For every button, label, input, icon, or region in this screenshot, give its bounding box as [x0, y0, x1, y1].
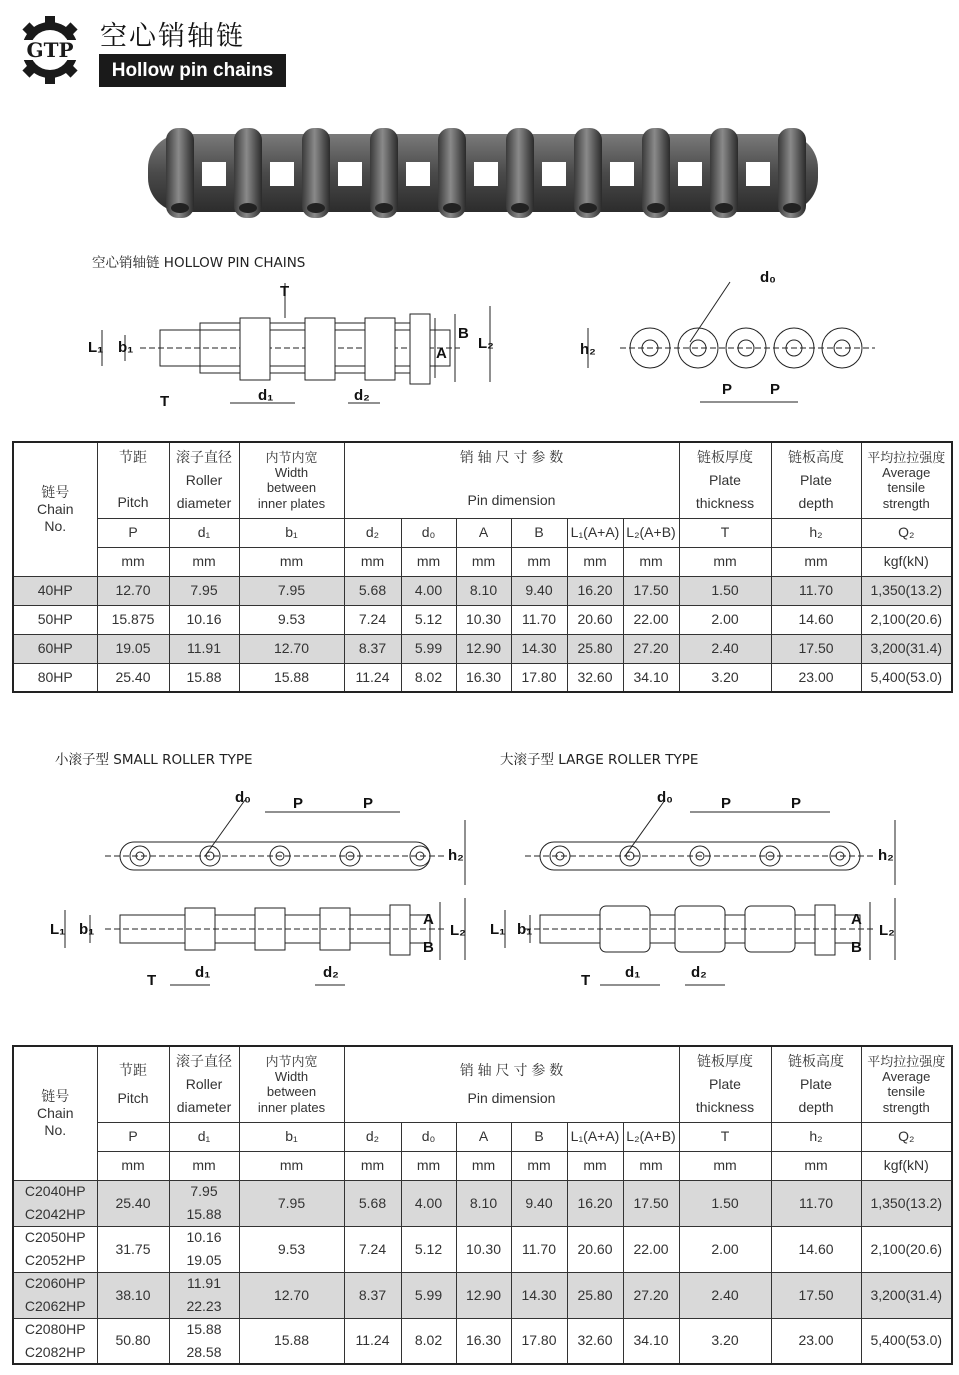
chain-gap [542, 162, 566, 186]
header-plate-thickness: 链板厚度 Plate thickness [679, 442, 771, 518]
value-cell: 23.00 [771, 1318, 861, 1364]
value-cell: 2.40 [679, 634, 771, 663]
unit-cell: mm [169, 547, 239, 576]
small-label-L1: L₁ [50, 921, 66, 938]
t2-header-pitch: 节距 Pitch [97, 1046, 169, 1122]
value-cell: 15.88 [239, 1318, 344, 1364]
value-cell: 5,400(53.0) [861, 1318, 952, 1364]
value-cell: 22.00 [623, 1226, 679, 1272]
header-chain-no: 链号 Chain No. [13, 442, 97, 576]
unit-cell: mm [679, 547, 771, 576]
spec-table-roller-types [12, 1045, 953, 1365]
header-width: 内节内宽 Width between inner plates [239, 442, 344, 518]
value-cell: 9.40 [511, 1180, 567, 1226]
chain-pin-hole [239, 203, 257, 213]
chain-gap [270, 162, 294, 186]
small-label-P2: P [363, 795, 374, 812]
value-cell: 3,200(31.4) [861, 1272, 952, 1318]
symbol-cell: L₁(A+A) [567, 518, 623, 547]
symbol-cell: L₂(A+B) [623, 518, 679, 547]
value-cell: 9.40 [511, 576, 567, 605]
chain-pin-hole [443, 203, 461, 213]
header-pin-dimension: 销 轴 尺 寸 参 数 Pin dimension [344, 442, 679, 518]
value-cell: 16.20 [567, 576, 623, 605]
roller-small: 15.88 [186, 1321, 222, 1338]
unit-cell: mm [567, 1151, 623, 1180]
small-label-h2: h₂ [448, 847, 464, 864]
value-cell: 17.80 [511, 1318, 567, 1364]
table-row [13, 576, 952, 605]
value-cell: 12.70 [97, 576, 169, 605]
label-d1: d₁ [258, 387, 274, 404]
t2-header-tensile: 平均拉拉强度 Average tensile strength [861, 1046, 952, 1122]
roller-small: 7.95 [190, 1183, 218, 1200]
small-label-P1: P [293, 795, 304, 812]
symbol-cell: P [97, 1122, 169, 1151]
label-B: B [458, 325, 469, 342]
value-cell: 9.53 [239, 605, 344, 634]
unit-cell: mm [344, 547, 401, 576]
value-cell: 11.24 [344, 1318, 401, 1364]
value-cell: 5.68 [344, 1180, 401, 1226]
chain-pin-hole [307, 203, 325, 213]
unit-cell: mm [771, 547, 861, 576]
t2-header-width: 内节内宽 Width between inner plates [239, 1046, 344, 1122]
value-cell: 14.60 [771, 605, 861, 634]
value-cell: 16.30 [456, 1318, 511, 1364]
large-label-P1: P [721, 795, 732, 812]
symbol-cell: Q₂ [861, 1122, 952, 1151]
value-cell: 10.30 [456, 1226, 511, 1272]
symbol-cell: d₁ [169, 1122, 239, 1151]
symbol-cell: d₂ [344, 518, 401, 547]
chain-no-secondary: C2052HP [24, 1252, 86, 1268]
chain-gap [610, 162, 634, 186]
chain-no-primary: C2060HP [24, 1275, 86, 1292]
hollow-pin-side-diagram [80, 278, 510, 418]
value-cell: 7.24 [344, 605, 401, 634]
header-plate-depth: 链板高度 Plate depth [771, 442, 861, 518]
label-d0-top: d₀ [760, 269, 776, 286]
value-cell: 5.12 [401, 605, 456, 634]
chain-no-primary: C2050HP [24, 1229, 86, 1246]
unit-cell: mm [456, 547, 511, 576]
symbol-cell: A [456, 518, 511, 547]
unit-cell: mm [623, 1151, 679, 1180]
t2-header-pin-dimension: 销 轴 尺 寸 参 数 Pin dimension [344, 1046, 679, 1122]
unit-row [13, 547, 952, 576]
value-cell: 15.875 [97, 605, 169, 634]
chain-no-cell [13, 1180, 97, 1226]
symbol-cell: T [679, 518, 771, 547]
chain-pin-hole [511, 203, 529, 213]
roller-large: 15.88 [186, 1206, 222, 1222]
value-cell: 10.16 [169, 605, 239, 634]
hollow-pin-front-diagram [580, 262, 880, 412]
symbol-cell: L₁(A+A) [567, 1122, 623, 1151]
large-label-L1: L₁ [490, 921, 506, 938]
value-cell: 17.80 [511, 663, 567, 692]
logo-text: GTP [26, 38, 74, 62]
table-row [13, 634, 952, 663]
value-cell: 23.00 [771, 663, 861, 692]
chain-no-cell [13, 1226, 97, 1272]
label-d2: d₂ [354, 387, 370, 404]
value-cell: 1,350(13.2) [861, 576, 952, 605]
table-row [13, 1318, 952, 1364]
value-cell: 11.70 [511, 1226, 567, 1272]
large-label-T: T [581, 972, 591, 989]
unit-cell: mm [456, 1151, 511, 1180]
large-label-B: B [851, 939, 862, 956]
brand-logo [14, 14, 86, 86]
value-cell: 7.95 [169, 576, 239, 605]
table-row [13, 1226, 952, 1272]
chain-gap [202, 162, 226, 186]
t2-unit-row [13, 1151, 952, 1180]
value-cell: 3.20 [679, 1318, 771, 1364]
label-h2-top: h₂ [580, 341, 596, 358]
table-row [13, 605, 952, 634]
unit-cell: mm [401, 547, 456, 576]
value-cell: 15.88 [239, 663, 344, 692]
symbol-cell: T [679, 1122, 771, 1151]
value-cell: 27.20 [623, 634, 679, 663]
chain-no-cell: 60HP [13, 634, 97, 663]
unit-cell: mm [623, 547, 679, 576]
roller-diameter-cell [169, 1272, 239, 1318]
value-cell: 17.50 [771, 634, 861, 663]
t2-header-roller: 滚子直径 Roller diameter [169, 1046, 239, 1122]
chain-no-secondary: C2082HP [24, 1343, 86, 1360]
chain-pin-hole [579, 203, 597, 213]
symbol-cell: L₂(A+B) [623, 1122, 679, 1151]
table-row [13, 663, 952, 692]
value-cell: 25.80 [567, 634, 623, 663]
small-label-L2: L₂ [450, 922, 466, 939]
value-cell: 17.50 [623, 1180, 679, 1226]
unit-cell: kgf(kN) [861, 547, 952, 576]
value-cell: 19.05 [97, 634, 169, 663]
symbol-cell: b₁ [239, 518, 344, 547]
value-cell: 5.99 [401, 634, 456, 663]
symbol-cell: d₂ [344, 1122, 401, 1151]
table-row [13, 1180, 952, 1226]
symbol-cell: B [511, 1122, 567, 1151]
chain-pin-hole [375, 203, 393, 213]
symbol-row [13, 518, 952, 547]
chain-gap [474, 162, 498, 186]
large-label-d1: d₁ [625, 964, 641, 981]
value-cell: 3,200(31.4) [861, 634, 952, 663]
chain-no-cell: 50HP [13, 605, 97, 634]
value-cell: 12.70 [239, 1272, 344, 1318]
value-cell: 25.40 [97, 663, 169, 692]
page-title-en: Hollow pin chains [99, 54, 286, 87]
chain-pin-hole [715, 203, 733, 213]
value-cell: 3.20 [679, 663, 771, 692]
value-cell: 17.50 [623, 576, 679, 605]
unit-cell: mm [679, 1151, 771, 1180]
large-label-L2: L₂ [879, 922, 895, 939]
small-label-d1: d₁ [195, 964, 211, 981]
chain-no-primary: C2040HP [24, 1183, 86, 1200]
chain-gap [746, 162, 770, 186]
value-cell: 2.00 [679, 1226, 771, 1272]
roller-large: 28.58 [186, 1343, 222, 1360]
value-cell: 20.60 [567, 605, 623, 634]
value-cell: 14.60 [771, 1226, 861, 1272]
value-cell: 5,400(53.0) [861, 663, 952, 692]
roller-large: 19.05 [186, 1252, 222, 1268]
label-b1: b₁ [118, 339, 134, 356]
header-pitch: 节距 Pitch [97, 442, 169, 518]
small-label-d0: d₀ [235, 789, 251, 806]
small-label-b1: b₁ [79, 921, 95, 938]
value-cell: 11.70 [511, 605, 567, 634]
value-cell: 1.50 [679, 1180, 771, 1226]
value-cell: 7.24 [344, 1226, 401, 1272]
label-A: A [436, 345, 447, 362]
chain-no-cell [13, 1272, 97, 1318]
large-label-h2: h₂ [878, 847, 894, 864]
small-label-T: T [147, 972, 157, 989]
chain-illustration [140, 124, 830, 224]
value-cell: 9.53 [239, 1226, 344, 1272]
value-cell: 7.95 [239, 576, 344, 605]
value-cell: 16.20 [567, 1180, 623, 1226]
value-cell: 14.30 [511, 1272, 567, 1318]
large-label-d0: d₀ [657, 789, 673, 806]
large-roller-diagram [485, 780, 915, 995]
value-cell: 8.37 [344, 634, 401, 663]
label-T-bottom: T [160, 393, 170, 410]
chain-gap [406, 162, 430, 186]
page-title-cn: 空心销轴链 [100, 21, 245, 52]
chain-pin-hole [647, 203, 665, 213]
label-P-top-2: P [770, 381, 781, 398]
t2-header-plate-depth: 链板高度 Plate depth [771, 1046, 861, 1122]
roller-small: 11.91 [187, 1275, 221, 1292]
spec-table-hollow-pin [12, 441, 953, 693]
caption-small-roller: 小滚子型 SMALL ROLLER TYPE [55, 752, 253, 768]
chain-no-secondary: C2062HP [24, 1298, 86, 1314]
value-cell: 11.91 [169, 634, 239, 663]
roller-large: 22.23 [186, 1298, 222, 1314]
unit-cell: mm [401, 1151, 456, 1180]
symbol-cell: h₂ [771, 1122, 861, 1151]
value-cell: 5.12 [401, 1226, 456, 1272]
value-cell: 20.60 [567, 1226, 623, 1272]
symbol-cell: d₀ [401, 1122, 456, 1151]
chain-no-cell [13, 1318, 97, 1364]
unit-cell: mm [511, 547, 567, 576]
value-cell: 8.37 [344, 1272, 401, 1318]
symbol-cell: P [97, 518, 169, 547]
symbol-cell: d₀ [401, 518, 456, 547]
small-label-A: A [423, 911, 434, 928]
chain-no-cell: 80HP [13, 663, 97, 692]
value-cell: 16.30 [456, 663, 511, 692]
label-P-top-1: P [722, 381, 733, 398]
value-cell: 2,100(20.6) [861, 605, 952, 634]
unit-cell: mm [567, 547, 623, 576]
value-cell: 27.20 [623, 1272, 679, 1318]
unit-cell: mm [239, 547, 344, 576]
large-label-b1: b₁ [517, 921, 533, 938]
value-cell: 12.90 [456, 634, 511, 663]
value-cell: 2.00 [679, 605, 771, 634]
small-label-d2: d₂ [323, 964, 339, 981]
roller-small: 10.16 [186, 1229, 222, 1246]
value-cell: 4.00 [401, 1180, 456, 1226]
symbol-cell: A [456, 1122, 511, 1151]
value-cell: 5.68 [344, 576, 401, 605]
roller-diameter-cell [169, 1226, 239, 1272]
roller-diameter-cell [169, 1318, 239, 1364]
value-cell: 5.99 [401, 1272, 456, 1318]
symbol-cell: b₁ [239, 1122, 344, 1151]
roller-diameter-cell [169, 1180, 239, 1226]
t2-header-plate-thickness: 链板厚度 Plate thickness [679, 1046, 771, 1122]
value-cell: 8.02 [401, 1318, 456, 1364]
small-roller-diagram [45, 780, 475, 995]
value-cell: 11.24 [344, 663, 401, 692]
value-cell: 12.70 [239, 634, 344, 663]
value-cell: 8.10 [456, 1180, 511, 1226]
chain-gap [678, 162, 702, 186]
value-cell: 14.30 [511, 634, 567, 663]
value-cell: 2.40 [679, 1272, 771, 1318]
unit-cell: mm [97, 1151, 169, 1180]
pitch-cell: 50.80 [97, 1318, 169, 1364]
value-cell: 11.70 [771, 1180, 861, 1226]
pitch-cell: 25.40 [97, 1180, 169, 1226]
value-cell: 4.00 [401, 576, 456, 605]
chain-gap [338, 162, 362, 186]
header-tensile: 平均拉拉强度 Average tensile strength [861, 442, 952, 518]
header-roller: 滚子直径 Roller diameter [169, 442, 239, 518]
unit-cell: mm [169, 1151, 239, 1180]
value-cell: 25.80 [567, 1272, 623, 1318]
value-cell: 22.00 [623, 605, 679, 634]
t2-symbol-row [13, 1122, 952, 1151]
value-cell: 8.10 [456, 576, 511, 605]
unit-cell: mm [511, 1151, 567, 1180]
symbol-cell: d₁ [169, 518, 239, 547]
label-L2: L₂ [478, 335, 494, 352]
chain-no-secondary: C2042HP [24, 1206, 86, 1222]
value-cell: 17.50 [771, 1272, 861, 1318]
value-cell: 34.10 [623, 1318, 679, 1364]
value-cell: 10.30 [456, 605, 511, 634]
value-cell: 12.90 [456, 1272, 511, 1318]
symbol-cell: B [511, 518, 567, 547]
chain-no-cell: 40HP [13, 576, 97, 605]
unit-cell: kgf(kN) [861, 1151, 952, 1180]
value-cell: 7.95 [239, 1180, 344, 1226]
label-T-top: T [280, 283, 290, 300]
value-cell: 11.70 [771, 576, 861, 605]
chain-pin-hole [171, 203, 189, 213]
unit-cell: mm [771, 1151, 861, 1180]
value-cell: 1,350(13.2) [861, 1180, 952, 1226]
pitch-cell: 38.10 [97, 1272, 169, 1318]
value-cell: 15.88 [169, 663, 239, 692]
chain-no-primary: C2080HP [24, 1321, 86, 1338]
unit-cell: mm [97, 547, 169, 576]
chain-pin-hole [783, 203, 801, 213]
value-cell: 34.10 [623, 663, 679, 692]
small-label-B: B [423, 939, 434, 956]
t2-header-chain-no: 链号 Chain No. [13, 1046, 97, 1180]
large-label-A: A [851, 911, 862, 928]
label-L1: L₁ [88, 339, 104, 356]
large-label-P2: P [791, 795, 802, 812]
large-label-d2: d₂ [691, 964, 707, 981]
value-cell: 2,100(20.6) [861, 1226, 952, 1272]
symbol-cell: Q₂ [861, 518, 952, 547]
caption-large-roller: 大滚子型 LARGE ROLLER TYPE [500, 752, 699, 768]
section1-caption: 空心销轴链 HOLLOW PIN CHAINS [92, 255, 306, 271]
unit-cell: mm [344, 1151, 401, 1180]
value-cell: 32.60 [567, 1318, 623, 1364]
pitch-cell: 31.75 [97, 1226, 169, 1272]
unit-cell: mm [239, 1151, 344, 1180]
table-row [13, 1272, 952, 1318]
value-cell: 8.02 [401, 663, 456, 692]
value-cell: 32.60 [567, 663, 623, 692]
value-cell: 1.50 [679, 576, 771, 605]
symbol-cell: h₂ [771, 518, 861, 547]
